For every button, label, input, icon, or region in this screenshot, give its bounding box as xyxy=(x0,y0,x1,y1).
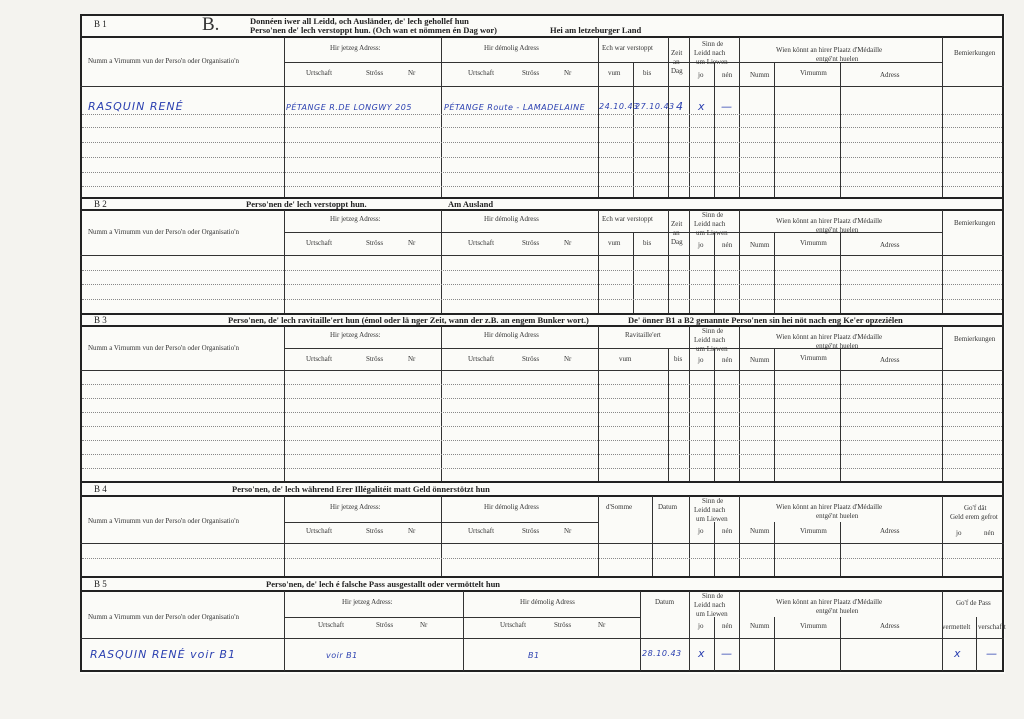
sub-nr: Nr xyxy=(420,621,428,629)
col-zeit: an xyxy=(673,229,680,237)
col-medal: Wien könnt an hirer Plaatz d'Médaille xyxy=(776,598,883,606)
sub-ortschaft: Urtschaft xyxy=(468,69,495,77)
col-sinn: um Liewen xyxy=(696,515,728,523)
sub-bis: bis xyxy=(643,239,652,247)
col-zeit: Dag xyxy=(671,67,683,75)
sub-stross: Ströss xyxy=(554,621,572,629)
col-medal: entgé'nt huelen xyxy=(816,342,859,350)
sub-adress: Adress xyxy=(880,527,900,535)
col-ravitailleert: Ravitaille'ert xyxy=(625,331,661,339)
col-addr-old: Hir démolig Adress xyxy=(520,598,575,606)
sub-ortschaft: Urtschaft xyxy=(468,355,495,363)
sub-stross: Ströss xyxy=(366,355,384,363)
sub-nr: Nr xyxy=(408,69,416,77)
sub-virnumm: Virnumm xyxy=(800,239,827,247)
handwritten-nen: — xyxy=(721,647,733,660)
sub-stross: Ströss xyxy=(376,621,394,629)
handwritten-name: RASQUIN RENÉ xyxy=(88,100,184,113)
handwritten-verschafft: — xyxy=(986,647,998,660)
sub-adress: Adress xyxy=(880,622,900,630)
sub-vum: vum xyxy=(619,355,632,363)
section-code: B 1 xyxy=(94,19,107,29)
col-sinn: Leidd nach xyxy=(694,336,726,344)
section-code: B 3 xyxy=(94,315,107,325)
sub-ortschaft: Urtschaft xyxy=(306,527,333,535)
sub-nr: Nr xyxy=(564,527,572,535)
col-sinn: Sinn de xyxy=(702,327,724,335)
handwritten-date: 28.10.43 xyxy=(642,649,682,658)
sub-adress: Adress xyxy=(880,71,900,79)
sub-ortschaft: Urtschaft xyxy=(318,621,345,629)
col-geld: Go'f dät xyxy=(964,504,987,512)
sub-stross: Ströss xyxy=(522,239,540,247)
col-remarks: Bemierkungen xyxy=(954,219,996,227)
section-title: Donnéen iwer all Leidd, och Ausländer, de' lech gehollef hun xyxy=(250,16,469,26)
section-code: B 4 xyxy=(94,484,107,494)
section-title: Perso'nen, de' lech ravitaille'ert hun (émol oder lä nger Zeit, wann der z.B. an engem Bunker wort.) xyxy=(228,315,589,325)
handwritten-addr-now: voir B1 xyxy=(326,651,358,660)
col-remarks: Bemierkungen xyxy=(954,49,996,57)
col-sinn: um Liewen xyxy=(696,610,728,618)
frame-right xyxy=(1002,14,1004,672)
col-sinn: Leidd nach xyxy=(694,220,726,228)
col-medal: Wien könnt an hirer Plaatz d'Médaille xyxy=(776,46,883,54)
sub-jo: jo xyxy=(698,622,704,630)
sub-nr: Nr xyxy=(598,621,606,629)
col-addr-old: Hir démolig Adress xyxy=(484,215,539,223)
col-medal: entgé'nt huelen xyxy=(816,55,859,63)
col-zeit: Zeit xyxy=(671,49,683,57)
col-datum: Datum xyxy=(658,503,678,511)
col-name: Numm a Virnumm vun der Perso'n oder Organisatio'n xyxy=(88,613,239,621)
sub-stross: Ströss xyxy=(522,527,540,535)
sub-adress: Adress xyxy=(880,356,900,364)
sub-nen: nén xyxy=(722,622,733,630)
col-medal: entgé'nt huelen xyxy=(816,226,859,234)
section-code: B 5 xyxy=(94,579,107,589)
sub-vermettelt: vermettelt xyxy=(942,623,971,631)
col-zeit: Zeit xyxy=(671,220,683,228)
col-medal: entgé'nt huelen xyxy=(816,512,859,520)
sub-jo: jo xyxy=(698,71,704,79)
handwritten-addr-old: B1 xyxy=(528,651,540,660)
sub-ortschaft: Urtschaft xyxy=(468,239,495,247)
section-code: B 2 xyxy=(94,199,107,209)
sub-verschafft: verschafft xyxy=(978,623,1006,631)
col-pass: Go'f de Pass xyxy=(956,599,991,607)
handwritten-jo: x xyxy=(698,100,706,113)
sub-stross: Ströss xyxy=(522,69,540,77)
col-addr-now: Hir jetzeg Adress: xyxy=(330,215,381,223)
sub-numm: Numm xyxy=(750,527,770,535)
sub-nr: Nr xyxy=(564,355,572,363)
col-zeit: an xyxy=(673,58,680,66)
handwritten-nen: — xyxy=(721,100,733,113)
col-sinn: Leidd nach xyxy=(694,601,726,609)
sub-ortschaft: Urtschaft xyxy=(306,355,333,363)
col-addr-now: Hir jetzeg Adress: xyxy=(342,598,393,606)
col-name: Numm a Virnumm vun der Perso'n oder Organisatio'n xyxy=(88,228,239,236)
sub-stross: Ströss xyxy=(366,527,384,535)
col-sinn: um Liewen xyxy=(696,345,728,353)
frame-left xyxy=(80,14,82,672)
sub-nen: nén xyxy=(722,527,733,535)
sub-virnumm: Virnumm xyxy=(800,69,827,77)
col-addr-old: Hir démolig Adress xyxy=(484,44,539,52)
col-sinn: Leidd nach xyxy=(694,49,726,57)
col-medal: Wien könnt an hirer Plaatz d'Médaille xyxy=(776,217,883,225)
col-sinn: Sinn de xyxy=(702,40,724,48)
handwritten-addr-now: PÉTANGE R.DE LONGWY 205 xyxy=(286,103,412,112)
sub-virnumm: Virnumm xyxy=(800,527,827,535)
col-addr-now: Hir jetzeg Adress: xyxy=(330,44,381,52)
col-name: Numm a Virnumm vun der Perso'n oder Organisatio'n xyxy=(88,57,239,65)
handwritten-jo: x xyxy=(698,647,706,660)
col-addr-now: Hir jetzeg Adress: xyxy=(330,331,381,339)
sub-nr: Nr xyxy=(408,239,416,247)
handwritten-name: RASQUIN RENÉ voir B1 xyxy=(90,648,236,661)
sub-ortschaft: Urtschaft xyxy=(306,239,333,247)
sub-adress: Adress xyxy=(880,241,900,249)
sub-stross: Ströss xyxy=(366,69,384,77)
sub-nen: nén xyxy=(722,356,733,364)
sub-nen: nén xyxy=(722,241,733,249)
col-zeit: Dag xyxy=(671,238,683,246)
col-sinn: Sinn de xyxy=(702,592,724,600)
sub-stross: Ströss xyxy=(366,239,384,247)
handwritten-to: 27.10.43 xyxy=(635,102,675,111)
sub-nr: Nr xyxy=(564,239,572,247)
sub-nr: Nr xyxy=(408,355,416,363)
sub-nen: nén xyxy=(722,71,733,79)
section-title-right: De' önner B1 a B2 genannte Perso'nen sin hei nöt nach eng Ke'er opzeziélen xyxy=(628,315,903,325)
sub-vum: vum xyxy=(608,69,621,77)
sub-jo: jo xyxy=(698,241,704,249)
sub-numm: Numm xyxy=(750,71,770,79)
sub-virnumm: Virnumm xyxy=(800,622,827,630)
col-addr-old: Hir démolig Adress xyxy=(484,503,539,511)
handwritten-addr-old: PÉTANGE Route - LAMADELAINE xyxy=(444,103,586,112)
col-medal: Wien könnt an hirer Plaatz d'Médaille xyxy=(776,333,883,341)
frame-bottom xyxy=(80,670,1004,672)
sub-stross: Ströss xyxy=(522,355,540,363)
sub-bis: bis xyxy=(674,355,683,363)
col-addr-now: Hir jetzeg Adress: xyxy=(330,503,381,511)
sub-nr: Nr xyxy=(408,527,416,535)
handwritten-vermettelt: x xyxy=(954,647,962,660)
handwritten-days: 4 xyxy=(676,100,684,113)
col-somme: d'Somme xyxy=(606,503,633,511)
sub-numm: Numm xyxy=(750,241,770,249)
section-subtitle-right: Hei am letzeburger Land xyxy=(550,25,642,35)
section-title: Perso'nen, de' lech é falsche Pass ausgestallt oder vermöttelt hun xyxy=(266,579,501,589)
col-medal: entgé'nt huelen xyxy=(816,607,859,615)
sub-nr: Nr xyxy=(564,69,572,77)
col-sinn: um Liewen xyxy=(696,58,728,66)
sub-ortschaft: Urtschaft xyxy=(500,621,527,629)
col-sinn: Sinn de xyxy=(702,211,724,219)
sub-jo: jo xyxy=(698,356,704,364)
col-medal: Wien könnt an hirer Plaatz d'Médaille xyxy=(776,503,883,511)
col-sinn: Leidd nach xyxy=(694,506,726,514)
form-sheet xyxy=(80,14,1005,674)
sub-ortschaft: Urtschaft xyxy=(468,527,495,535)
section-title-right: Am Ausland xyxy=(448,199,494,209)
sub-bis: bis xyxy=(643,69,652,77)
col-name: Numm a Virnumm vun der Perso'n oder Organisatio'n xyxy=(88,344,239,352)
sub-ortschaft: Urtschaft xyxy=(306,69,333,77)
sub-numm: Numm xyxy=(750,356,770,364)
section-title: Perso'nen, de' lech während Erer Illégalitéit matt Geld önnerstötzt hun xyxy=(232,484,490,494)
col-geld: Geld erem gefrot xyxy=(950,513,998,521)
handwritten-from: 24.10.43 xyxy=(599,102,639,111)
col-datum: Datum xyxy=(655,598,675,606)
col-sinn: um Liewen xyxy=(696,229,728,237)
section-title: Perso'nen de' lech verstoppt hun. xyxy=(246,199,367,209)
form-letter: B. xyxy=(202,14,220,35)
sub-jo: jo xyxy=(698,527,704,535)
col-addr-old: Hir démolig Adress xyxy=(484,331,539,339)
col-hidden: Ech war verstoppt xyxy=(602,44,653,52)
col-remarks: Bemierkungen xyxy=(954,335,996,343)
sub-vum: vum xyxy=(608,239,621,247)
sub-nen: nén xyxy=(984,529,995,537)
col-sinn: Sinn de xyxy=(702,497,724,505)
sub-virnumm: Virnumm xyxy=(800,354,827,362)
col-name: Numm a Virnumm vun der Perso'n oder Organisatio'n xyxy=(88,517,239,525)
col-hidden: Ech war verstoppt xyxy=(602,215,653,223)
sub-numm: Numm xyxy=(750,622,770,630)
sub-jo: jo xyxy=(956,529,962,537)
section-subtitle: Perso'nen de' lech verstoppt hun. (Och wan et nömmen én Dag wor) xyxy=(250,25,497,35)
